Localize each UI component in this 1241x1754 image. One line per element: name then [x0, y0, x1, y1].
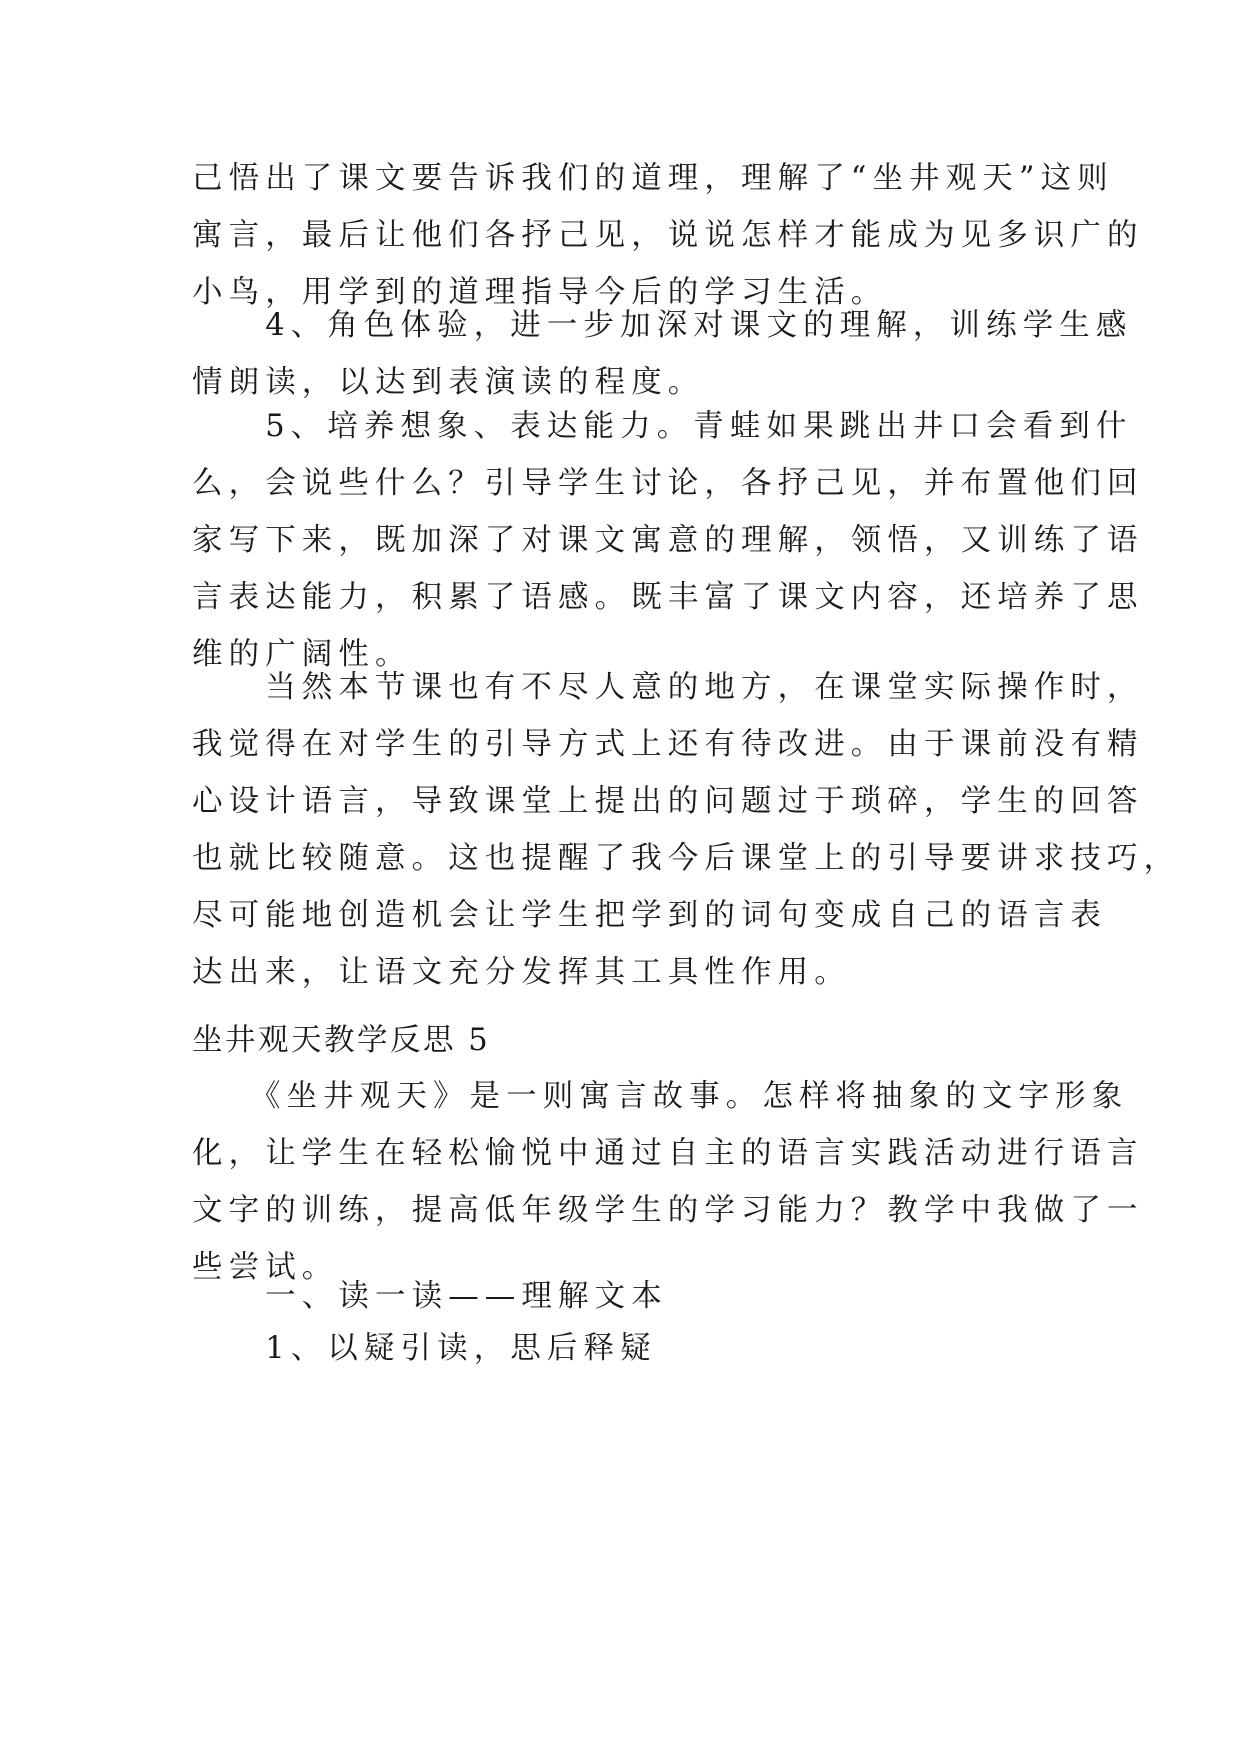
section-heading — [192, 1012, 490, 1069]
paragraph-item-4 — [192, 297, 1133, 411]
paragraph-subheading-1 — [192, 1268, 668, 1325]
text-line: 1、以疑引读，思后释疑 — [192, 1331, 657, 1366]
text-line: 《坐井观天》是一则寓言故事。怎样将抽象的文字形象 — [192, 1079, 1129, 1114]
text-line: 己悟出了课文要告诉我们的道理，理解了“坐井观天”这则 — [192, 161, 1114, 196]
paragraph-item-5 — [192, 398, 1144, 683]
text-line: 5、培养想象、表达能力。青蛙如果跳出井口会看到什 — [192, 409, 1133, 444]
paragraph-lesson-insight — [192, 150, 1144, 321]
text-line: 么，会说些什么？引导学生讨论，各抒己见，并布置他们回 — [192, 466, 1144, 501]
text-line: 一、读一读——理解文本 — [192, 1279, 668, 1314]
text-line: 些尝试。 — [192, 1250, 339, 1285]
text-line: 言表达能力，积累了语感。既丰富了课文内容，还培养了思 — [192, 580, 1144, 615]
section-heading-text: 坐井观天教学反思 5 — [192, 1023, 491, 1058]
text-line: 文字的训练，提高低年级学生的学习能力？教学中我做了一 — [192, 1193, 1144, 1228]
paragraph-intro — [192, 1068, 1144, 1296]
text-line: 我觉得在对学生的引导方式上还有待改进。由于课前没有精 — [192, 727, 1144, 762]
text-line: 尽可能地创造机会让学生把学到的词句变成自己的语言表 — [192, 898, 1107, 933]
text-line: 家写下来，既加深了对课文寓意的理解，领悟，又训练了语 — [192, 523, 1144, 558]
text-line: 化，让学生在轻松愉悦中通过自主的语言实践活动进行语言 — [192, 1136, 1144, 1171]
text-line: 维的广阔性。 — [192, 637, 412, 672]
text-line: 情朗读，以达到表演读的程度。 — [192, 365, 705, 400]
text-line: 心设计语言，导致课堂上提出的问题过于琐碎，学生的回答 — [192, 784, 1144, 819]
text-line: 当然本节课也有不尽人意的地方，在课堂实际操作时， — [192, 670, 1144, 705]
paragraph-shortcomings — [192, 659, 1180, 1001]
text-line: 寓言，最后让他们各抒己见，说说怎样才能成为见多识广的 — [192, 218, 1144, 253]
text-line: 也就比较随意。这也提醒了我今后课堂上的引导要讲求技巧， — [192, 841, 1181, 876]
text-line: 4、角色体验，进一步加深对课文的理解，训练学生感 — [192, 308, 1133, 343]
paragraph-subheading-2 — [192, 1320, 657, 1377]
text-line: 达出来，让语文充分发挥其工具性作用。 — [192, 955, 851, 990]
text-line: 小鸟，用学到的道理指导今后的学习生活。 — [192, 275, 888, 310]
